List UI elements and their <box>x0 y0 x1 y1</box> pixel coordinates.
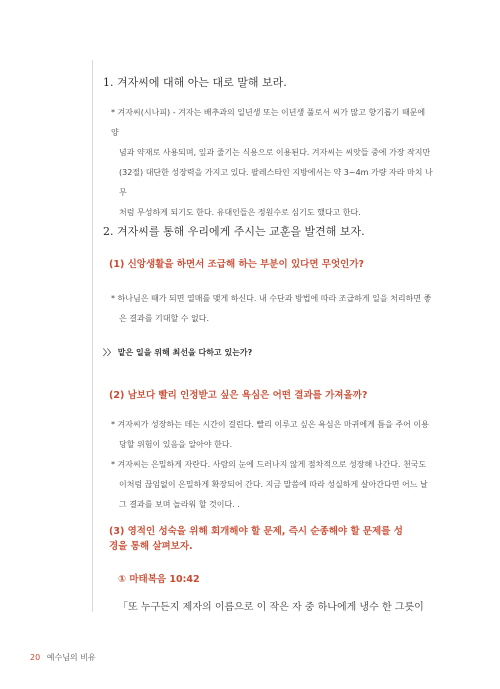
note-line: (32절) 대단한 성장력을 가지고 있다. 팔레스타인 지방에서는 약 3~4m 가량 자라 마치 나무 <box>119 168 433 197</box>
note-line: 이처럼 끊임없이 은밀하게 확장되어 간다. 지금 말씀에 따라 성실하게 살아간다면 어느 날 <box>119 480 428 489</box>
note-line: * 겨자씨(시나피) - 겨자는 배추과의 일년생 또는 이년생 풀로서 씨가 많고 향기롭기 때문에 양 <box>111 108 426 137</box>
note-line: 처럼 무성하게 되기도 한다. 유대인들은 정원수로 심기도 했다고 한다. <box>119 208 361 217</box>
question-2-title: (2) 남보다 빨리 인정받고 싶은 욕심은 어떤 결과를 가져올까? <box>109 390 368 401</box>
question-2-note <box>111 415 433 515</box>
note-line: 그 결과를 보며 놀라워 할 것이다. . <box>119 500 240 509</box>
reflection-prompt: 〉〉 맡은 일을 위해 최선을 다하고 있는가? <box>103 348 253 357</box>
note-line: * 겨자씨가 성장하는 데는 시간이 걸린다. 빨리 이루고 싶은 욕심은 마귀에게 틈을 주어 이용 <box>111 420 429 429</box>
book-title: 예수님의 비유 <box>46 653 96 662</box>
section1-heading: 1. 겨자씨에 대해 아는 대로 말해 보라. <box>103 76 287 89</box>
question-1-note <box>111 289 433 329</box>
question-3-title: (3) 영적인 성숙을 위해 회개해야 할 문제, 즉시 순종해야 할 문제를 성경을 통해 살펴보자. <box>109 526 403 552</box>
note-line: 당할 위험이 있음을 알아야 한다. <box>119 440 233 449</box>
note-line: 은 결과를 기대할 수 없다. <box>119 314 209 323</box>
verse-reference: ① 마태복음 10:42 <box>118 574 200 585</box>
question-1-title: (1) 신앙생활을 하면서 조급해 하는 부분이 있다면 무엇인가? <box>109 259 365 270</box>
scripture-text: 「또 누구든지 제자의 이름으로 이 작은 자 중 하나에게 냉수 한 그릇이 <box>118 602 424 613</box>
margin-rule <box>92 60 93 612</box>
section2-heading: 2. 겨자씨를 통해 우리에게 주시는 교훈을 발견해 보자. <box>103 225 365 238</box>
note-line: * 겨자씨는 은밀하게 자란다. 사람의 눈에 드러나지 않게 점차적으로 성장해 나간다. 천국도 <box>111 460 427 469</box>
page-number: 20 <box>30 653 41 662</box>
page-footer <box>30 652 96 663</box>
section1-note <box>111 103 433 223</box>
note-line: 념과 약재로 사용되며, 잎과 줄기는 식용으로 이용된다. 겨자씨는 씨앗들 중에 가장 작지만 <box>119 148 431 157</box>
note-line: * 하나님은 때가 되면 열매를 맺게 하신다. 내 수단과 방법에 따라 조급하게 일을 처리하면 좋 <box>111 294 432 303</box>
